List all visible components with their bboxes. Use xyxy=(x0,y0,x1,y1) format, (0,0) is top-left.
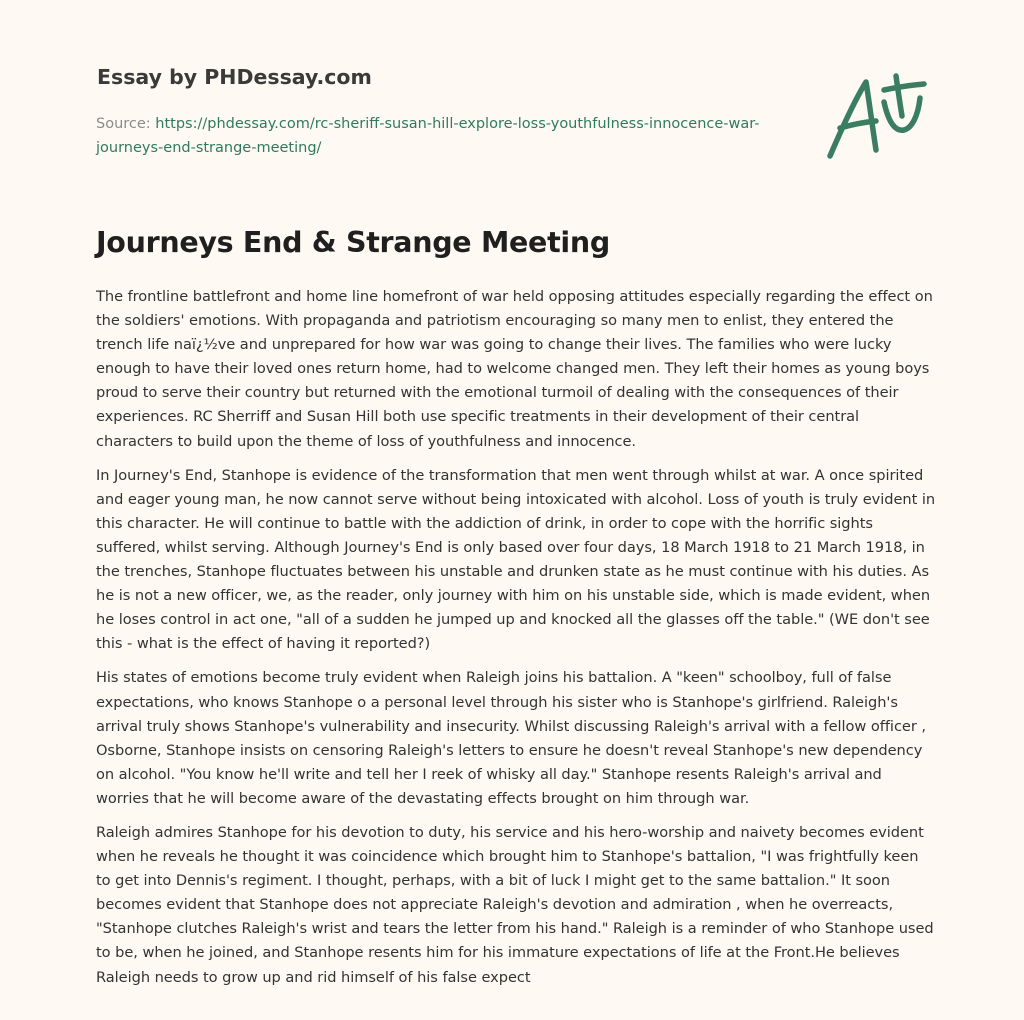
essay-paragraph: In Journey's End, Stanhope is evidence of the transformation that men went through whilst at war. A once spirited and eager young man, he now cannot serve without being intoxicated with alcohol. Loss of youth is truly evident in this character. He will continue to battle with the addiction of drink, in order to cope with the horrific sights suffered, whilst serving. Although Journey's End is only based over four days, 18 March 1918 to 21 March 1918, in the trenches, Stanhope fluctuates between his unstable and drunken state as he must continue with his duties. As he is not a new officer, we, as the reader, only journey with him on his unstable side, which is made evident, when he loses control in act one, "all of a sudden he jumped up and knocked all the glasses off the table." (WE don't see this - what is the effect of having it reported?) xyxy=(96,466,936,653)
essay-title: Journeys End & Strange Meeting xyxy=(96,226,610,259)
source-line xyxy=(96,112,776,160)
essay-paragraph: Raleigh admires Stanhope for his devotion to duty, his service and his hero-worship and naivety becomes evident when he reveals he thought it was coincidence which brought him to Stanhope's battalion, "I was frightfully keen to get into Dennis's regiment. I thought, perhaps, with a bit of luck I might get to the same battalion." It soon becomes evident that Stanhope does not appreciate Raleigh's devotion and admiration , when he overreacts, "Stanhope clutches Raleigh's wrist and tears the letter from his hand." Raleigh is a reminder of who Stanhope used to be, when he joined, and Stanhope resents him for his immature expectations of life at the Front.He believes Raleigh needs to grow up and rid himself of his false expect xyxy=(96,823,934,986)
site-title: Essay by PHDessay.com xyxy=(97,65,372,89)
source-label: Source: xyxy=(96,116,151,132)
source-link[interactable]: https://phdessay.com/rc-sheriff-susan-hill-explore-loss-youthfulness-innocence-war-journeys-end-strange-meeting/ xyxy=(96,116,760,156)
essay-paragraph: His states of emotions become truly evident when Raleigh joins his battalion. A "keen" schoolboy, full of false expectations, who knows Stanhope o a personal level through his sister who is Stanhope's girlfriend. Raleigh's arrival truly shows Stanhope's vulnerability and insecurity. Whilst discussing Raleigh's arrival with a fellow officer , Osborne, Stanhope insists on censoring Raleigh's letters to ensure he doesn't reveal Stanhope's new dependency on alcohol. "You know he'll write and tell her I reek of whisky all day." Stanhope resents Raleigh's arrival and worries that he will become aware of the devastating effects brought on him through war. xyxy=(96,669,926,807)
essay-body xyxy=(96,285,936,1000)
essay-paragraph: The frontline battlefront and home line homefront of war held opposing attitudes especially regarding the effect on the soldiers' emotions. With propaganda and patriotism encouraging so many men to enlist, they entered the trench life naï¿½ve and unprepared for how war was going to change their lives. The families who were lucky enough to have their loved ones return home, had to welcome changed men. They left their homes as young boys proud to serve their country but returned with the emotional turmoil of dealing with the consequences of their experiences. RC Sherriff and Susan Hill both use specific treatments in their development of their central characters to build upon the theme of loss of youthfulness and innocence. xyxy=(96,288,933,450)
a-plus-icon xyxy=(822,70,928,162)
